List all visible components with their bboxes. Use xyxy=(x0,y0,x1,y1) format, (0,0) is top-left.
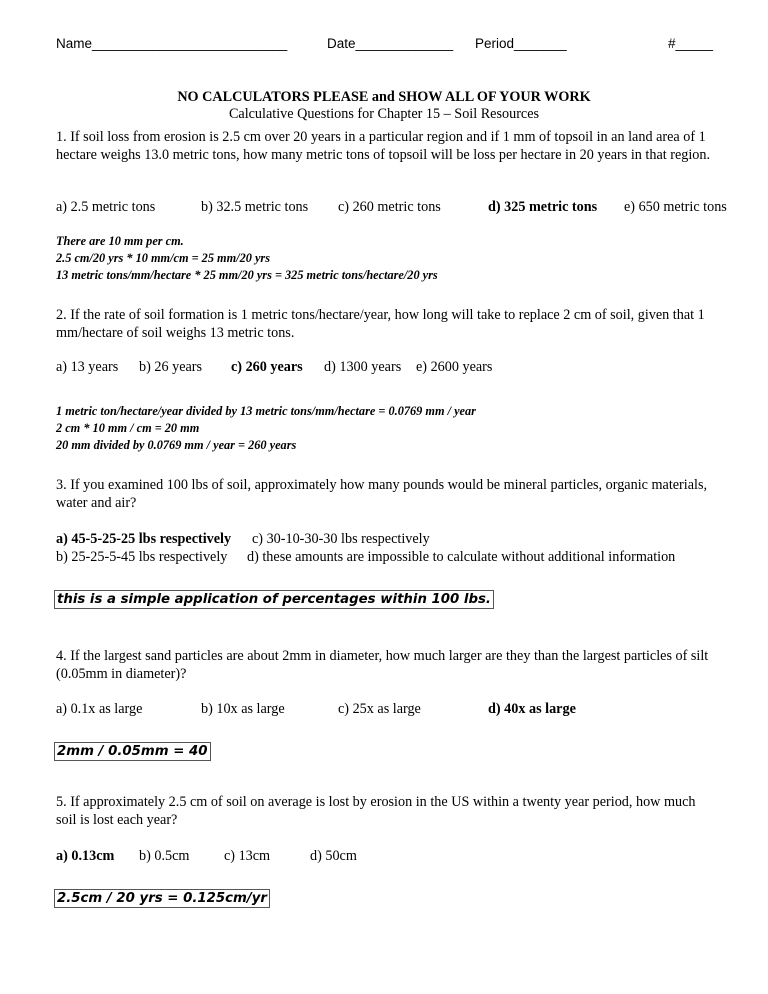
answer: a) 13 years xyxy=(56,359,119,375)
answer: e) 650 metric tons xyxy=(624,199,727,215)
work-line: There are 10 mm per cm. xyxy=(56,234,184,248)
question-2: 2. If the rate of soil formation is 1 metric tons/hectare/year, how long will take to replace 2 cm of soil, given that 1 mm/hectare of soil weighs 13 metric tons. xyxy=(56,307,705,341)
answer: d) 1300 years xyxy=(324,359,402,375)
correct-answer: c) 260 years xyxy=(231,359,303,375)
answer: c) 25x as large xyxy=(338,701,421,717)
name-field: Name__________________________ xyxy=(56,36,288,51)
answer: b) 32.5 metric tons xyxy=(201,199,309,215)
work-line: 13 metric tons/mm/hectare * 25 mm/20 yrs = 325 metric tons/hectare/20 yrs xyxy=(56,268,438,282)
answer: b) 0.5cm xyxy=(139,848,190,864)
answer: d) these amounts are impossible to calculate without additional information xyxy=(247,549,676,565)
work-line: 1 metric ton/hectare/year divided by 13 metric tons/mm/hectare = 0.0769 mm / year xyxy=(56,404,476,418)
page-title: NO CALCULATORS PLEASE and SHOW ALL OF YOUR WORK xyxy=(177,89,591,105)
date-field: Date_____________ xyxy=(327,36,454,51)
answer: c) 30-10-30-30 lbs respectively xyxy=(252,531,430,547)
correct-answer: a) 45-5-25-25 lbs respectively xyxy=(56,531,232,547)
correct-answer: a) 0.13cm xyxy=(56,848,115,864)
work-line: 2 cm * 10 mm / cm = 20 mm xyxy=(56,421,200,435)
question-3: 3. If you examined 100 lbs of soil, approximately how many pounds would be mineral particles, organic materials, water and air? xyxy=(56,477,708,511)
work-line: 2.5 cm/20 yrs * 10 mm/cm = 25 mm/20 yrs xyxy=(56,251,270,265)
period-field: Period_______ xyxy=(475,36,567,51)
work-box: this is a simple application of percentages within 100 lbs. xyxy=(54,590,494,609)
answer: b) 26 years xyxy=(139,359,203,375)
answer: a) 0.1x as large xyxy=(56,701,143,717)
correct-answer: d) 40x as large xyxy=(488,701,576,717)
number-field: #_____ xyxy=(668,36,714,51)
answer: a) 2.5 metric tons xyxy=(56,199,156,215)
answer: b) 10x as large xyxy=(201,701,285,717)
answer: d) 50cm xyxy=(310,848,357,864)
question-5: 5. If approximately 2.5 cm of soil on average is lost by erosion in the US within a twenty year period, how much soil is lost each year? xyxy=(56,794,696,828)
correct-answer: d) 325 metric tons xyxy=(488,199,598,215)
work-box: 2mm / 0.05mm = 40 xyxy=(54,742,211,761)
question-1: 1. If soil loss from erosion is 2.5 cm over 20 years in a particular region and if 1 mm of topsoil in an land area of 1 hectare weighs 13.0 metric tons, how many metric tons of topsoil will be loss per hectare in 20 years in that region. xyxy=(56,129,711,163)
question-4: 4. If the largest sand particles are about 2mm in diameter, how much larger are they than the largest particles of silt (0.05mm in diameter)? xyxy=(56,648,709,682)
work-box: 2.5cm / 20 yrs = 0.125cm/yr xyxy=(54,889,270,908)
answer: b) 25-25-5-45 lbs respectively xyxy=(56,549,228,565)
answer: c) 13cm xyxy=(224,848,271,864)
answer: e) 2600 years xyxy=(416,359,493,375)
page-subtitle: Calculative Questions for Chapter 15 – Soil Resources xyxy=(228,106,540,122)
work-line: 20 mm divided by 0.0769 mm / year = 260 years xyxy=(56,438,297,452)
answer: c) 260 metric tons xyxy=(338,199,441,215)
